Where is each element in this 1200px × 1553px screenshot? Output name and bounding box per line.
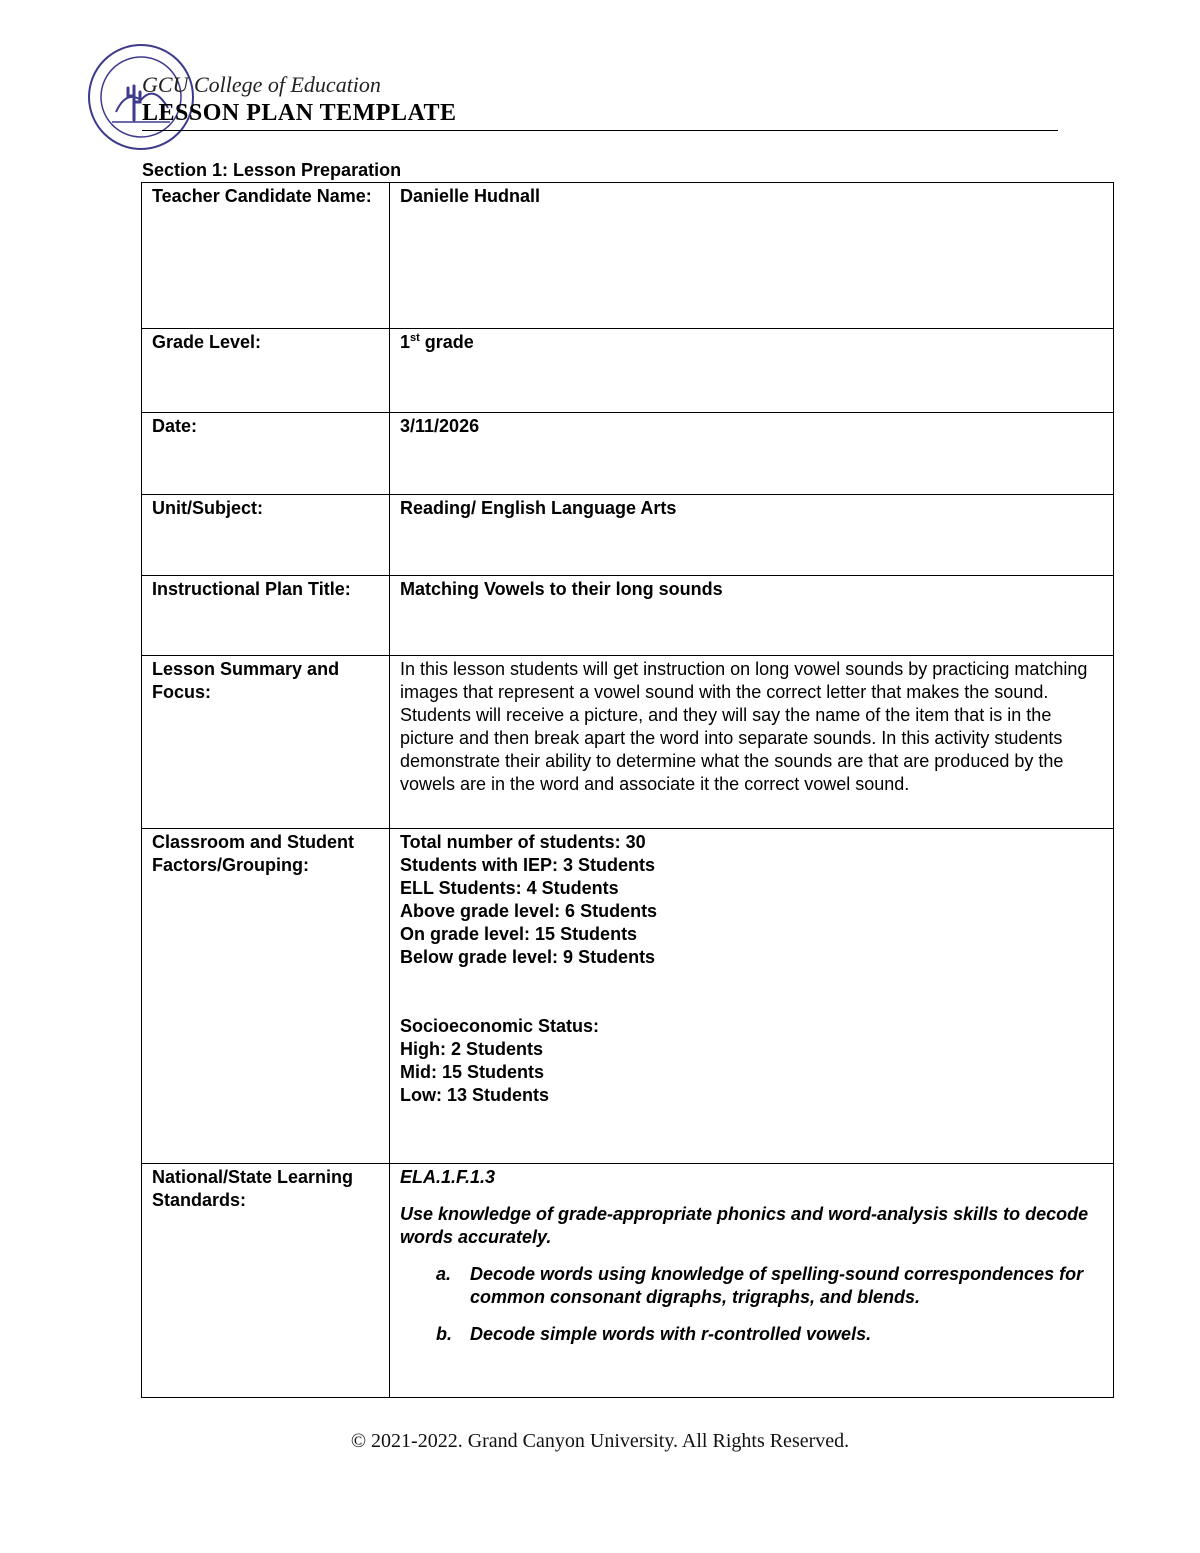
unit-value: Reading/ English Language Arts — [390, 495, 1114, 576]
unit-label: Unit/Subject: — [142, 495, 390, 576]
factor-line: Below grade level: 9 Students — [400, 947, 656, 967]
grade-ordinal-suffix: st — [410, 332, 420, 344]
table-row — [142, 829, 1114, 1164]
list-item — [400, 1323, 1103, 1346]
college-name: GCU College of Education — [142, 72, 381, 97]
lesson-preparation-table — [141, 182, 1114, 1398]
grade-number: 1 — [400, 332, 411, 352]
teacher-label: Teacher Candidate Name: — [142, 183, 390, 329]
ses-line: High: 2 Students — [400, 1039, 543, 1059]
factor-line: ELL Students: 4 Students — [400, 878, 619, 898]
standards-label: National/State Learning Standards: — [142, 1164, 390, 1398]
table-row — [142, 329, 1114, 413]
teacher-value: Danielle Hudnall — [390, 183, 1114, 329]
factor-line: Total number of students: 30 — [400, 832, 646, 852]
factor-line: On grade level: 15 Students — [400, 924, 638, 944]
list-item-text: Decode words using knowledge of spelling-sound correspondences for common consonant digraphs, trigraphs, and blends. — [470, 1264, 1084, 1307]
factor-line: Above grade level: 6 Students — [400, 901, 658, 921]
copyright-footer: © 2021-2022. Grand Canyon University. All Rights Reserved. — [350, 1430, 850, 1452]
standard-text: Use knowledge of grade-appropriate phonics and word-analysis skills to decode words accurately. — [400, 1204, 1089, 1247]
factors-value — [390, 829, 1114, 1164]
grade-unit: grade — [419, 332, 474, 352]
date-value: 3/11/2026 — [390, 413, 1114, 495]
factor-line: Students with IEP: 3 Students — [400, 855, 656, 875]
ses-heading: Socioeconomic Status: — [400, 1016, 600, 1036]
grade-value — [390, 329, 1114, 413]
table-row — [142, 656, 1114, 829]
plan-title-value: Matching Vowels to their long sounds — [390, 576, 1114, 656]
table-row — [142, 576, 1114, 656]
list-item-text: Decode simple words with r-controlled vowels. — [470, 1324, 872, 1344]
ses-line: Mid: 15 Students — [400, 1062, 545, 1082]
list-item — [400, 1263, 1103, 1309]
list-marker: b. — [436, 1324, 452, 1344]
ses-line: Low: 13 Students — [400, 1085, 550, 1105]
document-title: LESSON PLAN TEMPLATE — [142, 100, 457, 126]
table-row — [142, 413, 1114, 495]
grade-label: Grade Level: — [142, 329, 390, 413]
standard-code: ELA.1.F.1.3 — [400, 1167, 496, 1187]
plan-title-label: Instructional Plan Title: — [142, 576, 390, 656]
table-row — [142, 495, 1114, 576]
section-heading: Section 1: Lesson Preparation — [142, 160, 402, 180]
standards-value — [390, 1164, 1114, 1398]
factors-label: Classroom and Student Factors/Grouping: — [142, 829, 390, 1164]
table-row — [142, 183, 1114, 329]
title-divider — [142, 130, 1058, 131]
summary-value: In this lesson students will get instruction on long vowel sounds by practicing matching images that represent a vowel sound with the correct letter that makes the sound. Students will receive a picture, and they will say the name of the item that is in the picture and then break apart the word into separate sounds. In this activity students demonstrate their ability to determine what the sounds are that are produced by the vowels are in the word and associate it the correct vowel sound. — [390, 656, 1114, 829]
summary-label: Lesson Summary and Focus: — [142, 656, 390, 829]
standard-sublist — [400, 1263, 1103, 1346]
date-label: Date: — [142, 413, 390, 495]
list-marker: a. — [436, 1264, 452, 1284]
table-row — [142, 1164, 1114, 1398]
